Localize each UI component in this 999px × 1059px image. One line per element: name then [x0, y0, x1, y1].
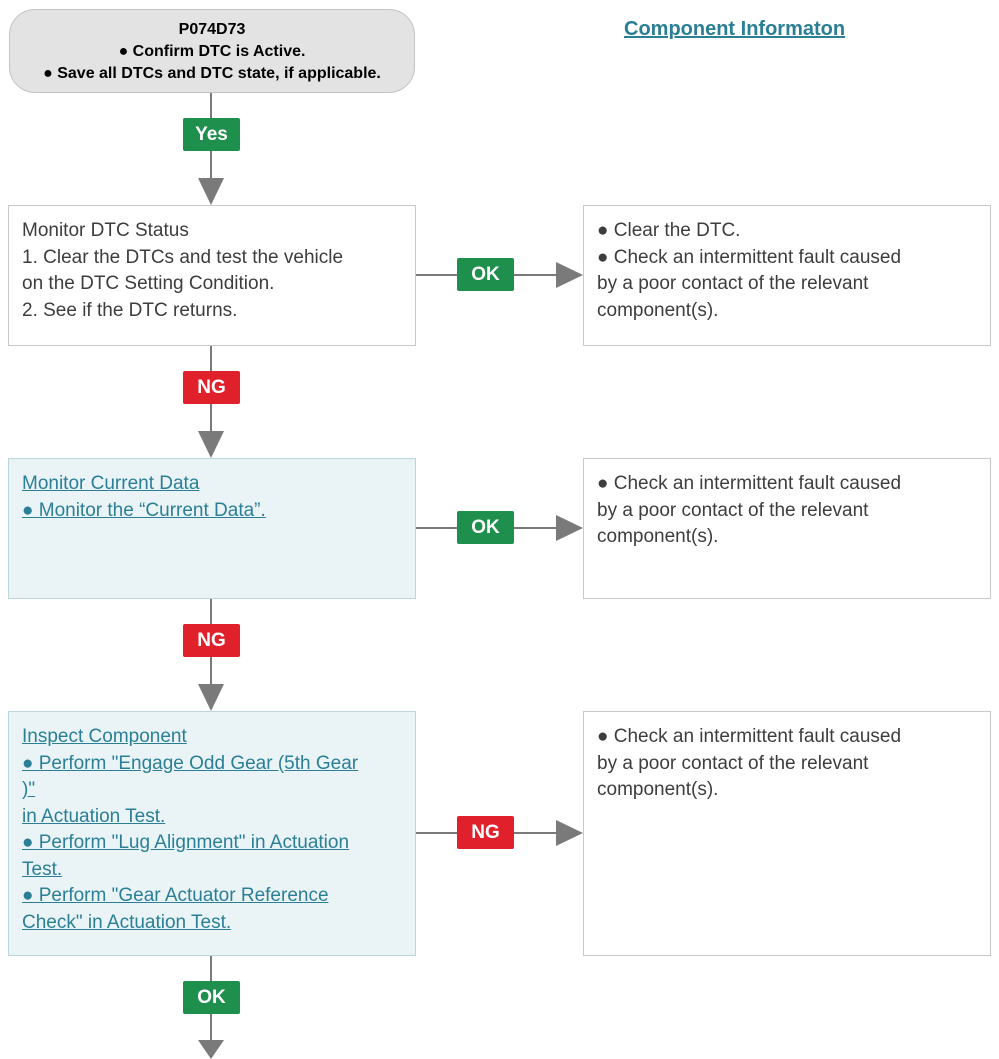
result3-line: ● Check an intermittent fault caused [597, 726, 902, 747]
arrow-right-icon [556, 515, 583, 541]
gear-actuator-reference-link[interactable]: Check" in Actuation Test. [22, 911, 232, 933]
inspect-component-box [8, 711, 416, 956]
result-box-intermittent-fault [583, 711, 991, 956]
step1-line: on the DTC Setting Condition. [22, 273, 275, 294]
result2-line: component(s). [597, 526, 719, 547]
result1-line: component(s). [597, 299, 719, 321]
step1-title: Monitor DTC Status [22, 220, 189, 241]
ng-badge: NG [183, 624, 240, 657]
ng-badge: NG [457, 816, 514, 849]
monitor-current-data-box [8, 458, 416, 599]
inspect-component-link[interactable]: Inspect Component [22, 726, 187, 747]
ng-badge: NG [183, 371, 240, 404]
engage-odd-gear-link[interactable]: in Actuation Test. [22, 805, 166, 827]
component-information-link[interactable]: Component Informaton [624, 18, 846, 40]
start-line-1: ● Confirm DTC is Active. [118, 43, 306, 60]
result1-line: by a poor contact of the relevant [597, 273, 869, 294]
start-line-2: ● Save all DTCs and DTC state, if applicable. [43, 65, 381, 82]
monitor-current-data-link[interactable]: Monitor Current Data [22, 473, 200, 494]
ok-badge: OK [183, 981, 240, 1014]
result2-line: ● Check an intermittent fault caused [597, 473, 902, 494]
result-box-intermittent-fault [583, 458, 991, 599]
arrow-right-icon [556, 262, 583, 288]
lug-alignment-link[interactable]: ● Perform "Lug Alignment" in Actuation [22, 832, 350, 853]
arrow-down-icon [198, 431, 224, 458]
ok-badge: OK [457, 258, 514, 291]
lug-alignment-link[interactable]: Test. [22, 858, 63, 880]
start-box [9, 9, 415, 93]
engage-odd-gear-link[interactable]: )" [22, 779, 36, 800]
arrow-down-icon [198, 178, 224, 205]
result1-line: ● Clear the DTC. [597, 220, 741, 241]
gear-actuator-reference-link[interactable]: ● Perform "Gear Actuator Reference [22, 885, 329, 906]
result3-line: by a poor contact of the relevant [597, 752, 869, 774]
result-box-clear-dtc [583, 205, 991, 346]
engage-odd-gear-link[interactable]: ● Perform "Engage Odd Gear (5th Gear [22, 752, 359, 774]
arrow-down-icon [198, 1040, 224, 1059]
dtc-code: P074D73 [178, 21, 246, 38]
result1-line: ● Check an intermittent fault caused [597, 246, 902, 268]
step1-line: 2. See if the DTC returns. [22, 299, 238, 321]
monitor-dtc-status-box [8, 205, 416, 346]
ok-badge: OK [457, 511, 514, 544]
step1-line: 1. Clear the DTCs and test the vehicle [22, 246, 344, 268]
yes-badge: Yes [183, 118, 240, 151]
result3-line: component(s). [597, 779, 719, 800]
monitor-current-data-action-link[interactable]: ● Monitor the “Current Data”. [22, 499, 266, 521]
arrow-right-icon [556, 820, 583, 846]
result2-line: by a poor contact of the relevant [597, 499, 869, 521]
arrow-down-icon [198, 684, 224, 711]
